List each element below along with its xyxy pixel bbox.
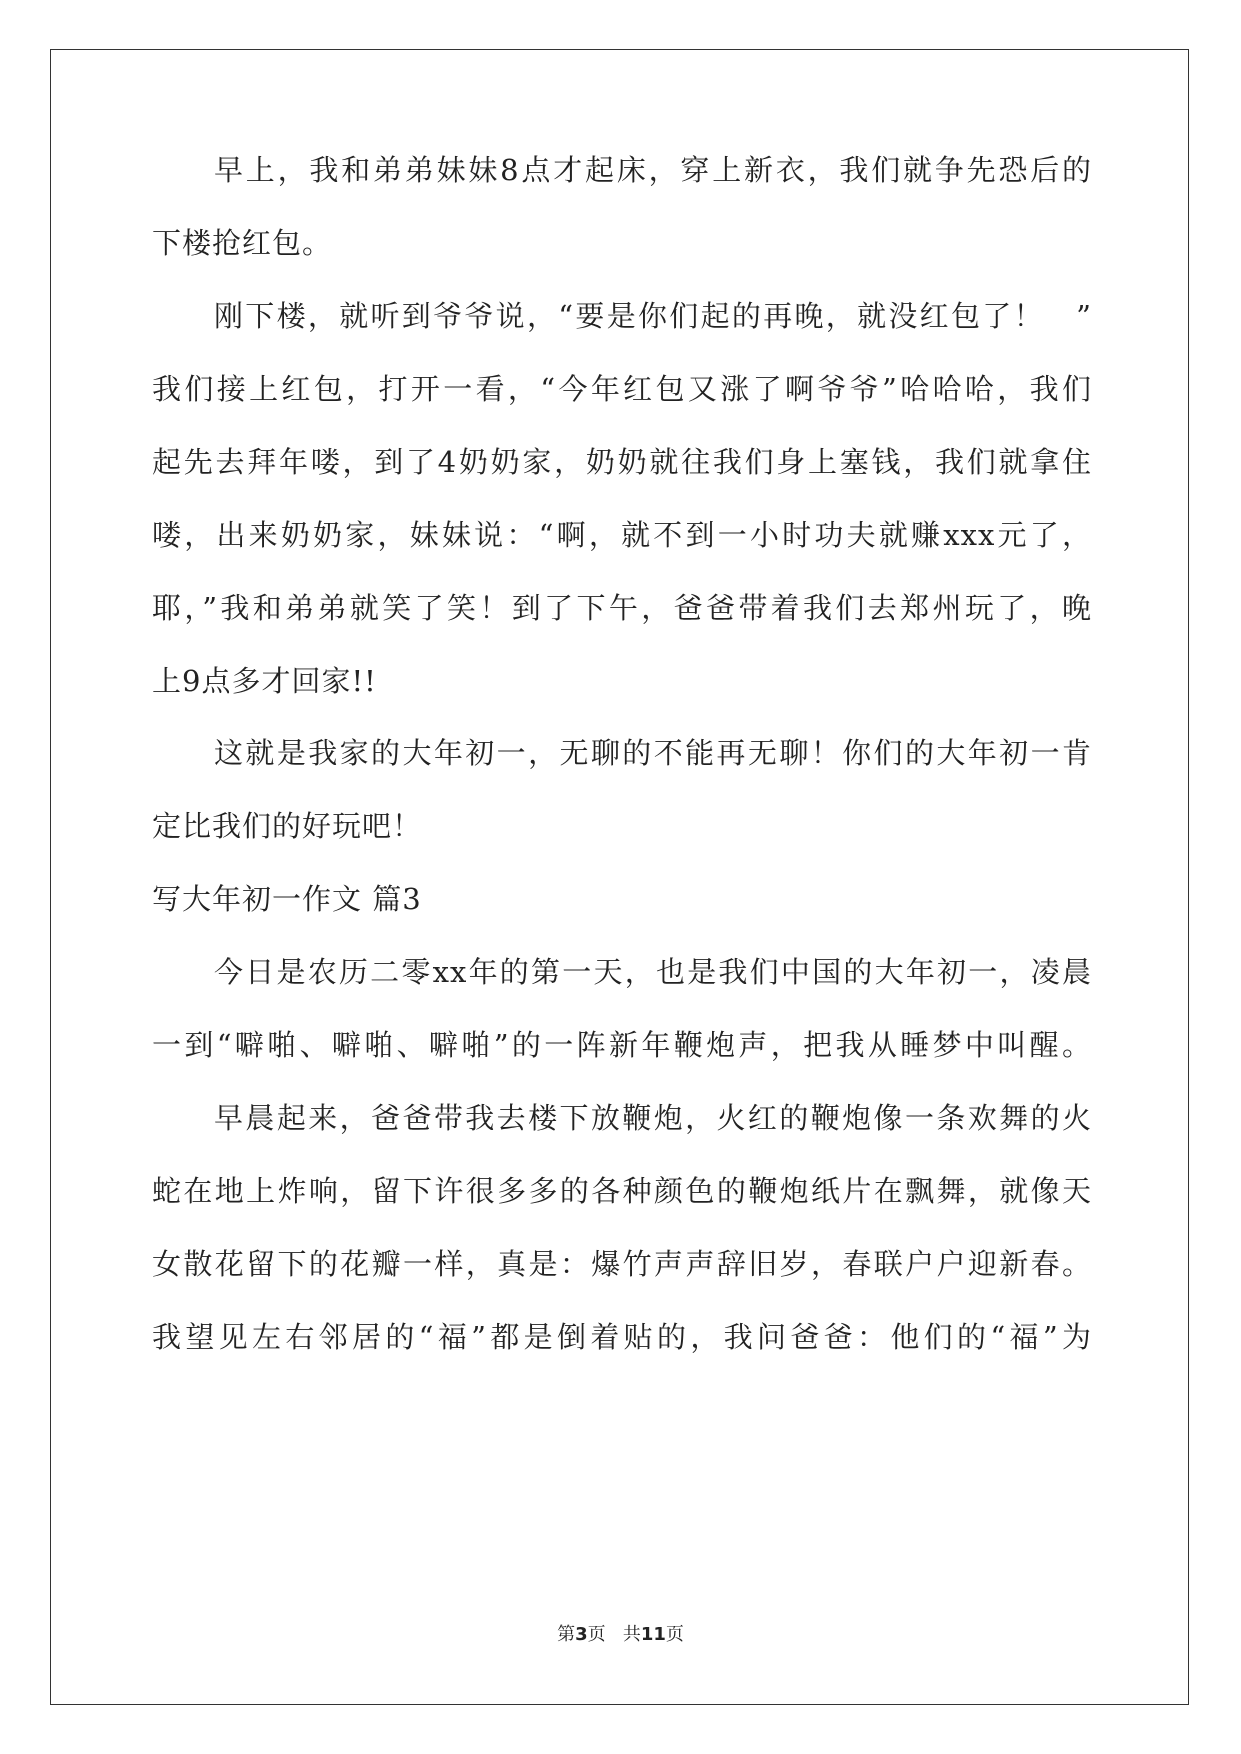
total-prefix: 共 [622, 1624, 641, 1645]
text-line: 上9点多才回家!! [152, 664, 377, 698]
text-line: 下楼抢红包。 [152, 226, 333, 260]
page-prefix: 第 [557, 1624, 576, 1645]
text-line: 今日是农历二零xx年的第一天，也是我们中国的大年初一，凌晨 [214, 955, 1092, 989]
page-current: 3 [575, 1624, 588, 1645]
text-line: 定比我们的好玩吧！ [152, 809, 423, 843]
page-total: 11 [640, 1624, 666, 1645]
text-line: 我们接上红包，打开一看，“今年红包又涨了啊爷爷”哈哈哈，我们 [152, 372, 1092, 406]
page-unit: 页 [587, 1624, 606, 1645]
page-footer [0, 1623, 1241, 1647]
section-heading: 写大年初一作文 篇3 [152, 882, 422, 916]
total-unit: 页 [665, 1624, 684, 1645]
text-line: 喽，出来奶奶家，妹妹说：“啊，就不到一小时功夫就赚xxx元了， [152, 518, 1092, 552]
text-line: 早上，我和弟弟妹妹8点才起床，穿上新衣，我们就争先恐后的 [214, 153, 1092, 187]
text-line: 刚下楼，就听到爷爷说，“要是你们起的再晚，就没红包了！ ” [214, 299, 1092, 333]
text-line: 这就是我家的大年初一，无聊的不能再无聊！你们的大年初一肯 [214, 736, 1092, 770]
text-line: 一到“噼啪、噼啪、噼啪”的一阵新年鞭炮声，把我从睡梦中叫醒。 [152, 1028, 1092, 1062]
text-line: 早晨起来，爸爸带我去楼下放鞭炮，火红的鞭炮像一条欢舞的火 [214, 1101, 1092, 1135]
text-line: 起先去拜年喽，到了4奶奶家，奶奶就往我们身上塞钱，我们就拿住 [152, 445, 1092, 479]
text-line: 蛇在地上炸响，留下许很多多的各种颜色的鞭炮纸片在飘舞，就像天 [152, 1174, 1092, 1208]
text-line: 耶，”我和弟弟就笑了笑！到了下午，爸爸带着我们去郑州玩了，晚 [152, 591, 1092, 625]
text-line: 女散花留下的花瓣一样，真是：爆竹声声辞旧岁，春联户户迎新春。 [152, 1247, 1092, 1281]
text-line: 我望见左右邻居的“福”都是倒着贴的，我问爸爸：他们的“福”为 [152, 1320, 1092, 1354]
